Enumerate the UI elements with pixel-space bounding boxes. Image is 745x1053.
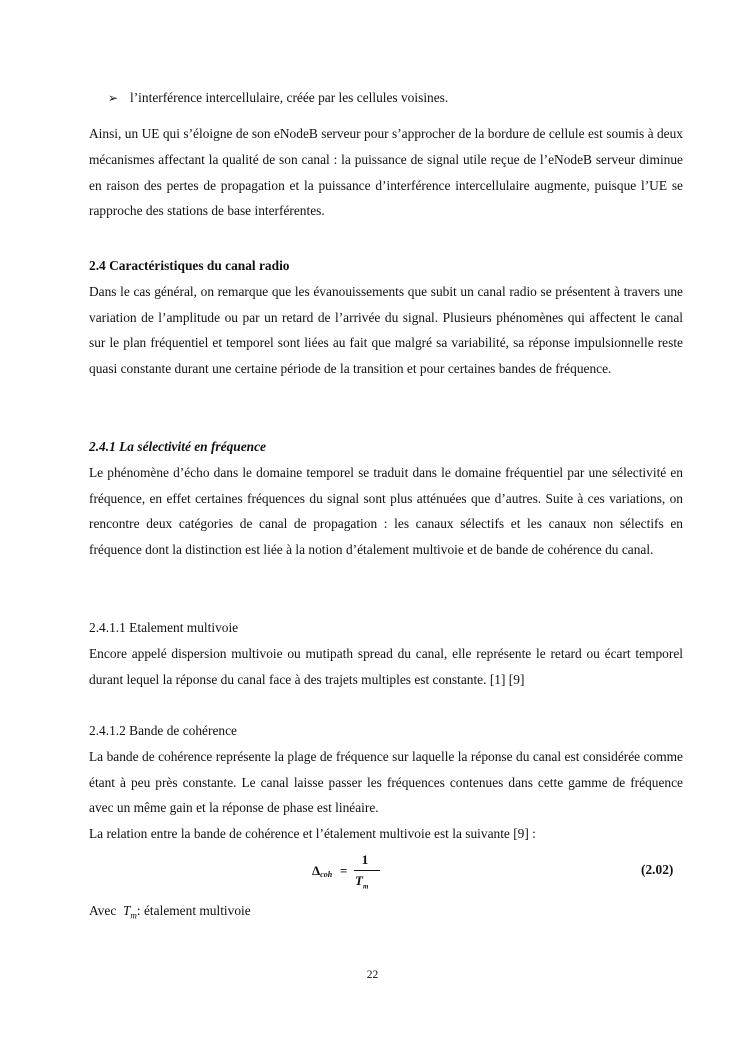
equation-number: (2.02) [641, 862, 674, 877]
delta-symbol: Δ [312, 863, 321, 878]
intro-paragraph [89, 121, 683, 224]
section-heading: 2.4.1.2 Bande de cohérence [89, 723, 237, 738]
section-text: Dans le cas général, on remarque que les évanouissements que subit un canal radio se présentent à travers une variation de l’amplitude ou par un retard de l’arrivée du signal. Plusieurs phénomènes qui affectent le canal sur le plan fréquentiel et temporel sont liées au fait que malgré sa variabilité, sa réponse impulsionnelle reste quasi constante durant une certaine période de la transition et pour certaines bandes de fréquence. [89, 283, 683, 377]
bullet-item [108, 88, 448, 108]
avec-var: T [122, 903, 131, 918]
equals-sign: = [340, 863, 348, 878]
section-2-4-1-1 [89, 615, 683, 692]
section-heading: 2.4.1 La sélectivité en fréquence [89, 439, 267, 454]
denominator-sub: m [362, 882, 369, 891]
section-2-4-1-2 [89, 718, 683, 847]
equation-denominator [355, 873, 368, 891]
avec-var-sub: m [130, 910, 137, 921]
intro-text: Ainsi, un UE qui s’éloigne de son eNodeB serveur pour s’approcher de la bordure de cellule est soumis à deux mécanismes affectant la qualité de son canal : la puissance de signal utile reçue de l’eNodeB serveur diminue en raison des pertes de propagation et la puissance d’interférence intercellulaire augmente, puisque l’UE se rapproche des stations de base interférentes. [89, 126, 683, 219]
fraction-bar [354, 870, 380, 871]
section-heading: 2.4 Caractéristiques du canal radio [89, 258, 290, 273]
avec-prefix: Avec [89, 903, 117, 918]
equation-numerator: 1 [361, 852, 369, 867]
section-2-4 [89, 253, 683, 382]
avec-line [89, 903, 251, 921]
arrow-bullet-icon: ➢ [108, 91, 119, 105]
equation-lhs [312, 863, 332, 879]
section-text: Le phénomène d’écho dans le domaine temporel se traduit dans le domaine fréquentiel par une sélectivité en fréquence, en effet certaines fréquences du signal sont plus atténuées que d’autres. Suite à ces variations, on rencontre deux catégories de canal de propagation : les canaux sélectifs et les canaux non sélectifs en fréquence dont la distinction est liée à la notion d’étalement multivoie et de bande de cohérence du canal. [89, 464, 683, 558]
avec-rest: : étalement multivoie [136, 903, 251, 918]
bullet-text: l’interférence intercellulaire, créée par les cellules voisines. [130, 90, 449, 105]
section-text: Encore appelé dispersion multivoie ou mutipath spread du canal, elle représente le retard ou écart temporel durant lequel la réponse du canal face à des trajets multiples est constante. [1] [9] [89, 645, 683, 687]
equation-subscript: coh [320, 870, 333, 879]
section-2-4-1 [89, 434, 683, 563]
relation-text: La relation entre la bande de cohérence et l’étalement multivoie est la suivante [9] : [89, 826, 536, 842]
denominator-var: T [355, 873, 363, 888]
section-heading: 2.4.1.1 Etalement multivoie [89, 620, 239, 635]
section-text: La bande de cohérence représente la plage de fréquence sur laquelle la réponse du canal est considérée comme étant à peu près constante. Le canal laisse passer les fréquences contenues dans cette gamme de fréquence avec un même gain et la réponse de phase est linéaire. [89, 748, 683, 816]
page-number: 22 [366, 969, 379, 981]
